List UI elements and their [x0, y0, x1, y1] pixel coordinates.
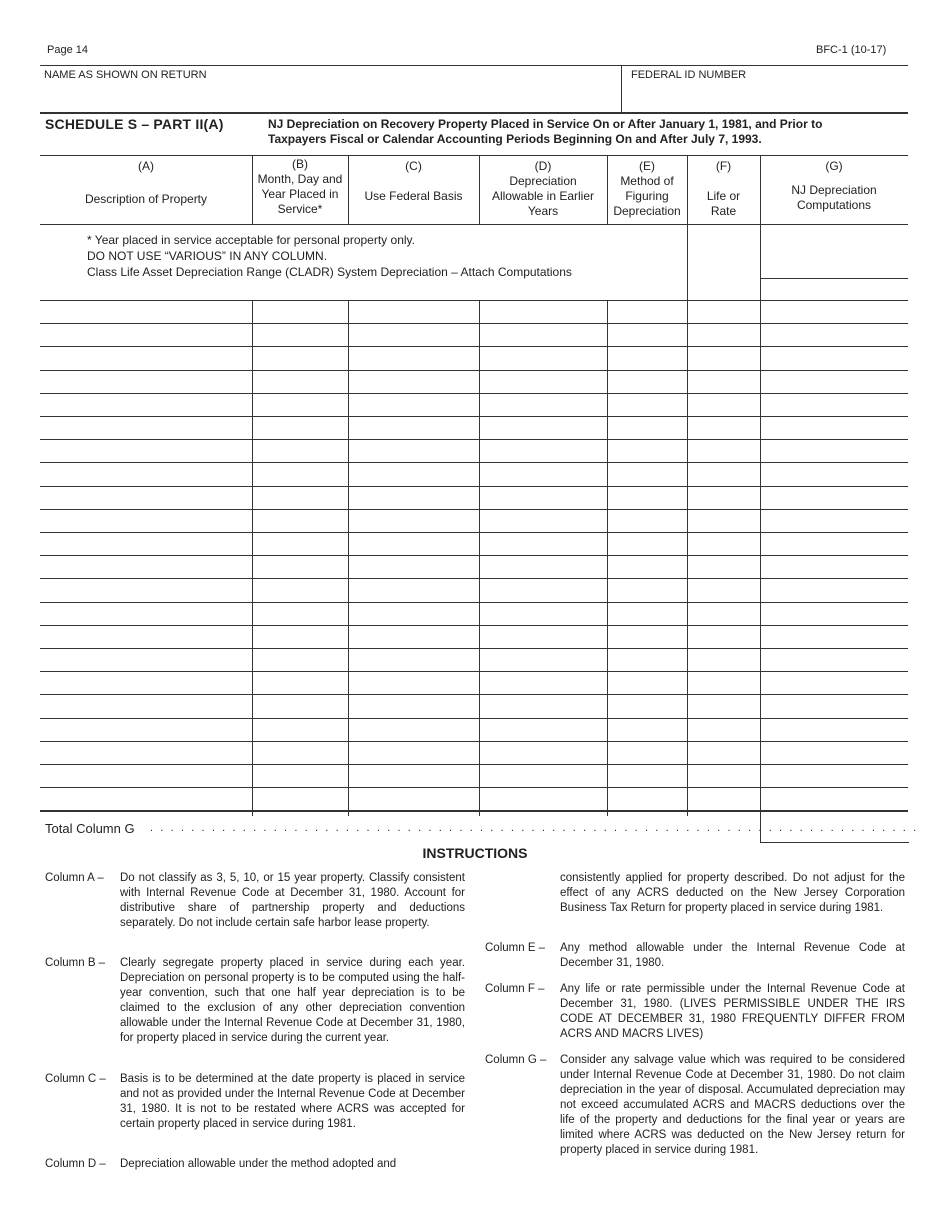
column-title-line: Depreciation: [613, 204, 681, 218]
instruction-label: Column D –: [45, 1158, 106, 1170]
column-letter: (E): [639, 159, 655, 173]
instruction-text: consistently applied for property described. Do not adjust for the effect of any ACRS deducted on the New Jersey Corporation Business Tax Return for property placed in service during 1981.: [560, 872, 905, 914]
instruction-text: Any life or rate permissible under the Internal Revenue Code at December 31, 1980. (LIVES PERMISSIBLE UNDER THE IRS CODE AT DECEMBER 31, 1980 FREQUENTLY DIFFER FROM ACRS AND MACRS LIVES): [560, 983, 905, 1040]
column-header-a: [40, 159, 252, 207]
table-row: [40, 532, 908, 533]
federal-id-field[interactable]: FEDERAL ID NUMBER: [631, 69, 747, 81]
note-cladr: Class Life Asset Depreciation Range (CLADR) System Depreciation – Attach Computations: [87, 265, 572, 279]
col-separator: [252, 300, 253, 816]
column-title-line: Depreciation: [509, 174, 577, 188]
col-separator: [687, 300, 688, 816]
schedule-description: NJ Depreciation on Recovery Property Placed in Service On or After January 1, 1981, and Prior to Taxpayers Fiscal or Calendar Accounting Periods Beginning On and After July 7, 1993.: [268, 117, 823, 146]
instruction-label: Column E –: [485, 942, 546, 954]
col-g-subline: [760, 278, 908, 279]
table-top-border: [40, 155, 908, 156]
table-row: [40, 370, 908, 371]
instruction-text: Clearly segregate property placed in service during each year. Depreciation on personal property is to be computed using the half-year convention, such that one half year depreciation is to be claimed to the exclusion of any other depreciation convention allowable under the Internal Revenue Code at December 31, 1980, for property placed in service during the current year.: [120, 957, 465, 1044]
column-letter: (F): [715, 159, 732, 173]
page-number: Page 14: [47, 44, 88, 56]
column-title-line: Figuring: [625, 189, 669, 203]
schedule-title: SCHEDULE S – PART II(A): [45, 116, 224, 132]
header-bottom-border: [40, 224, 908, 225]
table-row: [40, 578, 908, 579]
table-notes: [87, 232, 572, 280]
instruction-label: Column G –: [485, 1054, 547, 1066]
column-title-line: Service*: [277, 202, 323, 216]
column-title-line: Life or: [706, 189, 741, 203]
instruction-label: Column B –: [45, 957, 106, 969]
instruction-text: Basis is to be determined at the date property is placed in service and not as provided under the Internal Revenue Code at December 31, 1980. It is not to be restated where ACRS was accepted for certain property placed in service during 1981.: [120, 1073, 465, 1130]
table-row: [40, 555, 908, 556]
column-letter: (G): [825, 159, 843, 173]
table-row: [40, 718, 908, 719]
total-column-g-field[interactable]: [760, 816, 909, 843]
column-title-line: Years: [527, 204, 559, 218]
table-row: [40, 764, 908, 765]
row-line: [40, 300, 908, 301]
federal-id-cell: [621, 66, 909, 112]
column-letter: (A): [138, 159, 154, 173]
table-row: [40, 671, 908, 672]
form-code: BFC-1 (10-17): [816, 44, 887, 56]
instructions-title: INSTRUCTIONS: [422, 845, 528, 861]
column-header-d: [479, 159, 607, 219]
instruction-text: Consider any salvage value which was required to be considered under Internal Revenue Code at December 31, 1980. Do not claim depreciation in the year of disposal. Accumulated depreciation may not exceed accumulated ACRS and MACRS deductions over the life of the property and deductions for the final year or years are limited where ACRS was deducted on the New Jersey return for property placed in service during 1981.: [560, 1054, 905, 1156]
table-row: [40, 323, 908, 324]
instruction-label: Column C –: [45, 1073, 106, 1085]
table-row: [40, 509, 908, 510]
total-column-g-label: Total Column G: [45, 821, 135, 836]
table-row: [40, 486, 908, 487]
table-row: [40, 393, 908, 394]
column-title-line: Year Placed in: [261, 187, 339, 201]
column-title-line: Description of Property: [84, 192, 208, 206]
col-separator: [479, 300, 480, 816]
column-title-line: NJ Depreciation: [791, 183, 877, 197]
column-header-f: [687, 159, 760, 219]
column-header-e: [607, 159, 687, 219]
table-row: [40, 787, 908, 788]
table-row: [40, 416, 908, 417]
instruction-text: Do not classify as 3, 5, 10, or 15 year property. Classify consistent with Internal Revenue Code at December 31, 1980. Account for distributive share of partnership property and deductions separately. Do not include certain safe harbor lease property.: [120, 872, 465, 929]
column-title-line: Method of: [620, 174, 674, 188]
table-row: [40, 462, 908, 463]
table-row: [40, 694, 908, 695]
column-title-line: Computations: [796, 198, 872, 212]
column-letter: (B): [292, 157, 308, 171]
column-letter: (D): [534, 159, 552, 173]
table-row: [40, 602, 908, 603]
column-title-line: Month, Day and: [257, 172, 343, 186]
column-title-line: Rate: [710, 204, 737, 218]
column-title-line: Allowable in Earlier: [491, 189, 595, 203]
col-separator: [348, 300, 349, 816]
col-separator: [687, 224, 688, 300]
taxpayer-info-row: [40, 65, 908, 114]
table-row: [40, 625, 908, 626]
table-row: [40, 346, 908, 347]
instruction-label: Column F –: [485, 983, 545, 995]
column-header-c: [348, 159, 479, 204]
leader-dots: . . . . . . . . . . . . . . . . . . . . . . . . . . . . . . . . . . . . . . . . . . . . . . . . . . . . . . . . . . . . . . . . . . . . . . . . . . .: [150, 822, 919, 834]
column-header-g: [760, 159, 908, 213]
table-row: [40, 741, 908, 742]
column-letter: (C): [405, 159, 422, 173]
col-separator: [607, 300, 608, 816]
instruction-text: Any method allowable under the Internal Revenue Code at December 31, 1980.: [560, 942, 905, 969]
table-row: [40, 810, 908, 812]
note-various: DO NOT USE “VARIOUS” IN ANY COLUMN.: [87, 249, 328, 263]
table-row: [40, 439, 908, 440]
note-personal-property: * Year placed in service acceptable for personal property only.: [87, 233, 415, 247]
instruction-text: Depreciation allowable under the method adopted and: [120, 1158, 397, 1170]
column-title-line: Use Federal Basis: [364, 189, 463, 203]
table-row: [40, 648, 908, 649]
column-header-b: [252, 157, 348, 217]
name-as-shown-field[interactable]: NAME AS SHOWN ON RETURN: [44, 69, 207, 81]
instruction-label: Column A –: [45, 872, 104, 884]
